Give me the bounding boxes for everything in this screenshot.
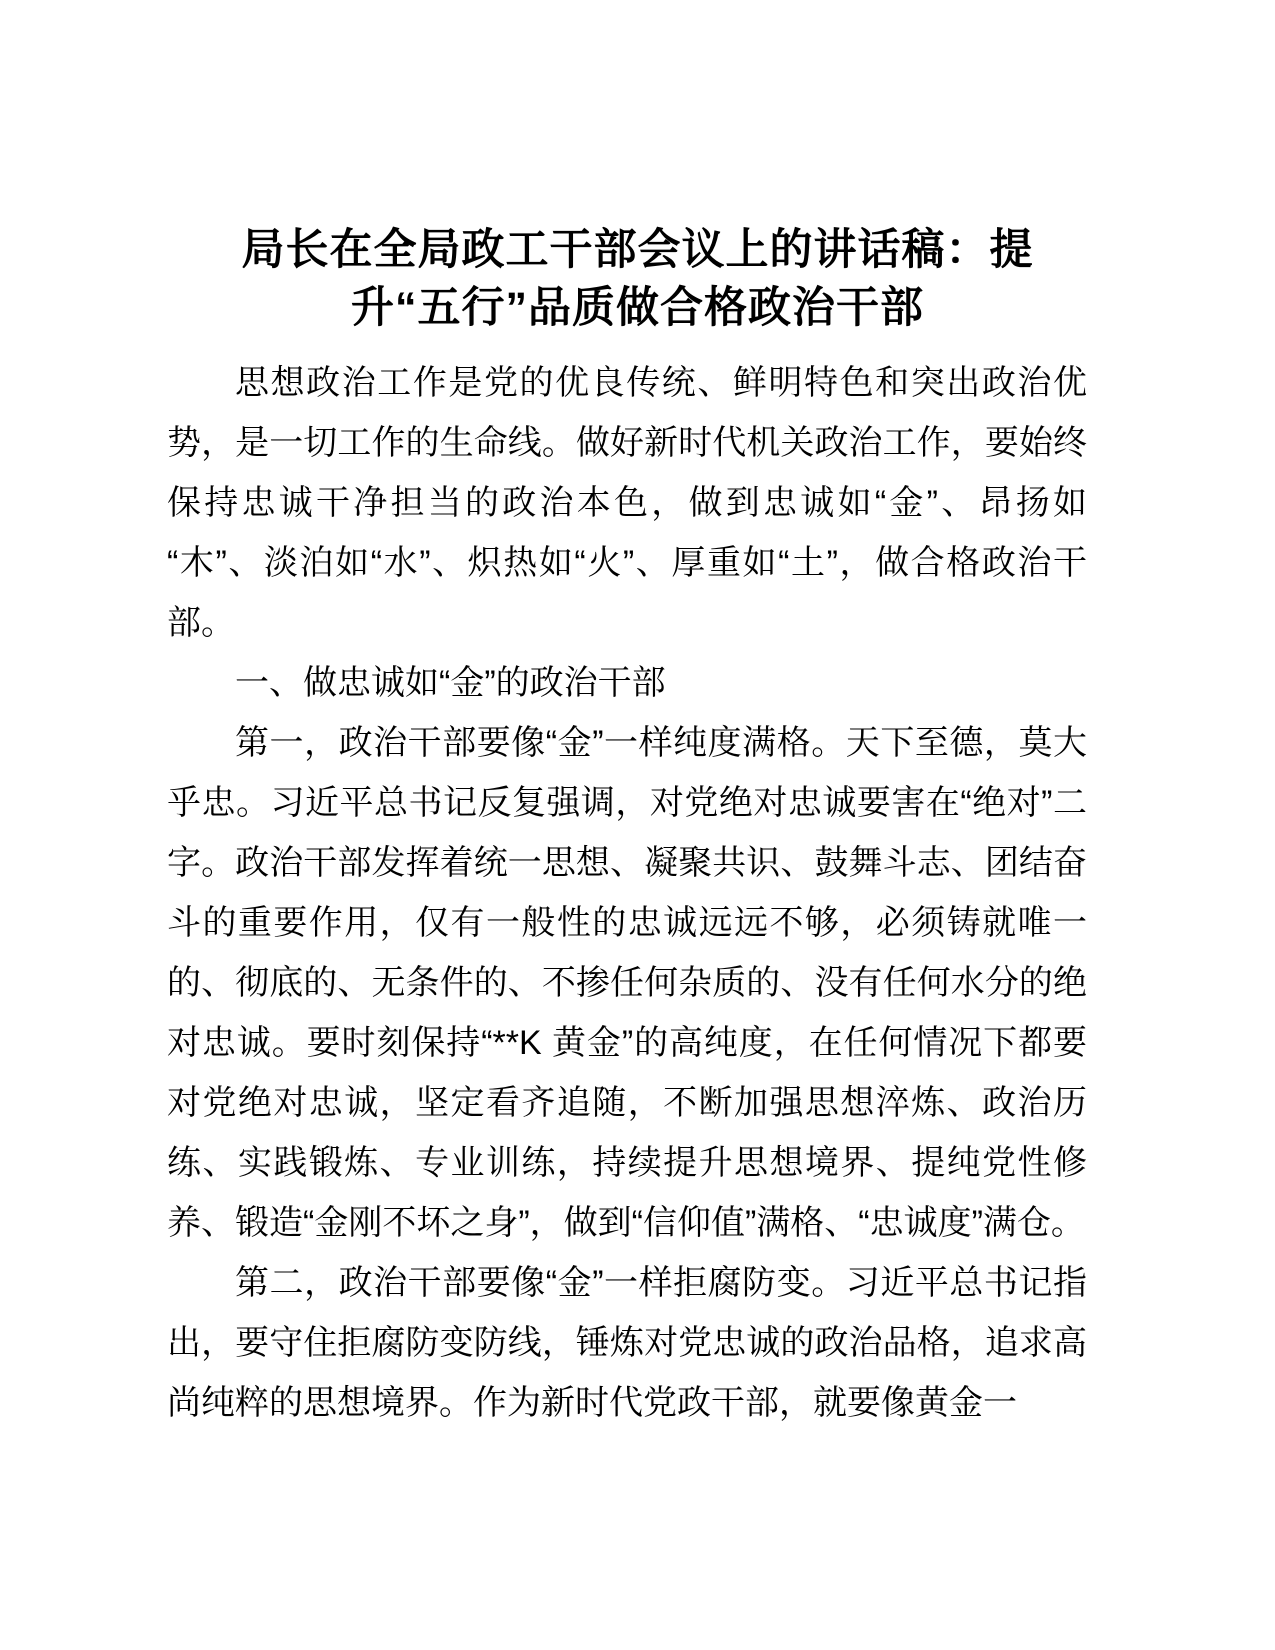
paragraph-intro: 思想政治工作是党的优良传统、鲜明特色和突出政治优势，是一切工作的生命线。做好新时代机关政治工作，要始终保持忠诚干净担当的政治本色，做到忠诚如“金”、昂扬如“木”、淡泊如“水”、炽热如“火”、厚重如“土”，做合格政治干部。 bbox=[167, 364, 1087, 642]
title-line-1: 局长在全局政工干部会议上的讲话稿：提 bbox=[241, 226, 1034, 274]
section-heading: 一、做忠诚如“金”的政治干部 bbox=[235, 664, 666, 702]
document-title bbox=[0, 0, 1275, 337]
paragraph-second-point: 第二，政治干部要像“金”一样拒腐防变。习近平总书记指出，要守住拒腐防变防线，锤炼对党忠诚的政治品格，追求高尚纯粹的思想境界。作为新时代党政干部，就要像黄金一 bbox=[167, 1264, 1087, 1422]
document-body bbox=[167, 353, 1087, 1433]
title-line-2: 升“五行”品质做合格政治干部 bbox=[351, 284, 924, 332]
paragraph-first-point: 第一，政治干部要像“金”一样纯度满格。天下至德，莫大乎忠。习近平总书记反复强调，对党绝对忠诚要害在“绝对”二字。政治干部发挥着统一思想、凝聚共识、鼓舞斗志、团结奋斗的重要作用，仅有一般性的忠诚远远不够，必须铸就唯一的、彻底的、无条件的、不掺任何杂质的、没有任何水分的绝对忠诚。要时刻保持“**K 黄金”的高纯度，在任何情况下都要对党绝对忠诚，坚定看齐追随，不断加强思想淬炼、政治历练、实践锻炼、专业训练，持续提升思想境界、提纯党性修养、锻造“金刚不坏之身”，做到“信仰值”满格、“忠诚度”满仓。 bbox=[167, 724, 1087, 1242]
